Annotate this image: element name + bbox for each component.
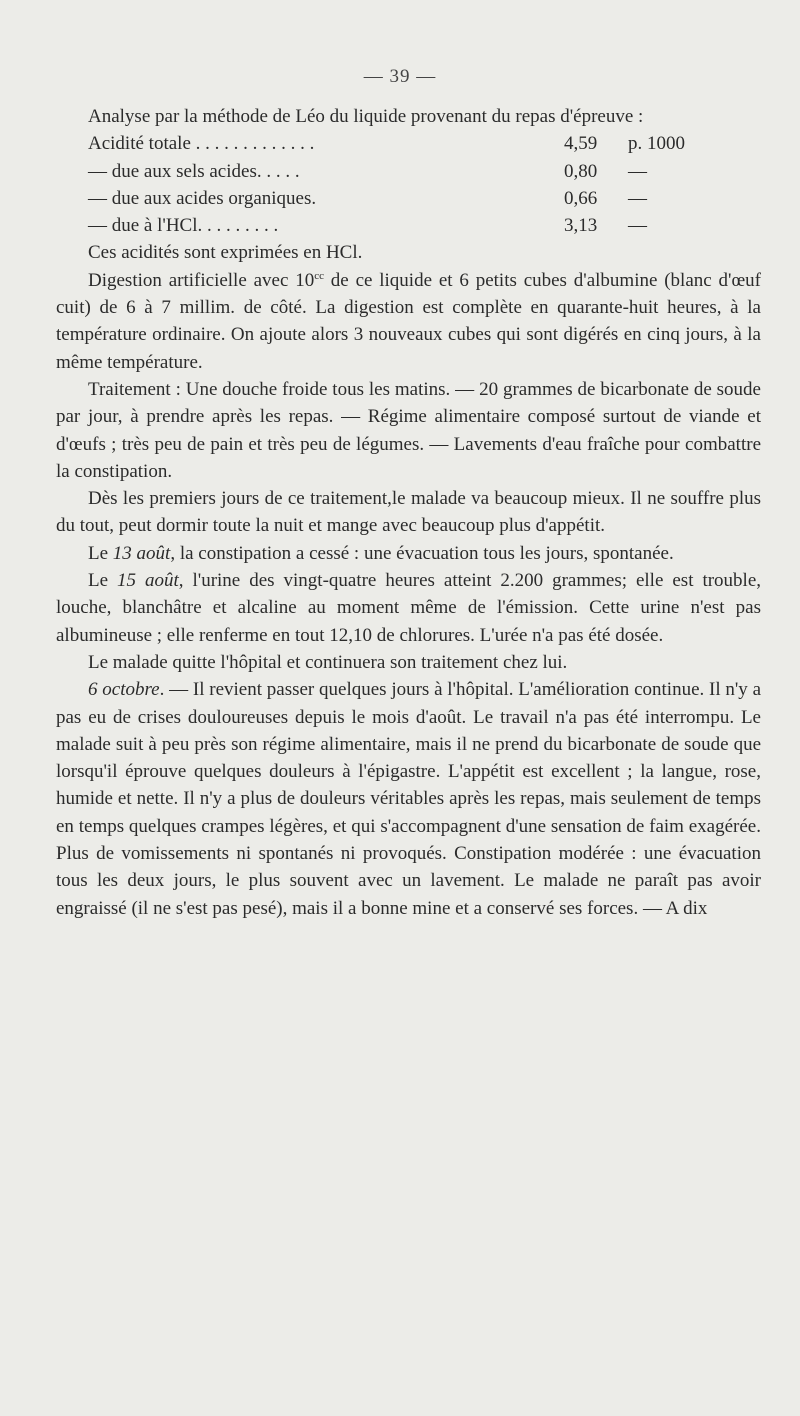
intro-paragraph: Analyse par la méthode de Léo du liquide provenant du repas d'épreuve : xyxy=(88,106,644,127)
unit-superscript: cc xyxy=(314,269,324,282)
acidity-row xyxy=(56,212,761,239)
date-aug-13: 13 août xyxy=(112,542,171,564)
paragraph-acidity-note: Ces acidités sont exprimées en HCl. xyxy=(88,242,363,264)
paragraph-treatment: Traitement : Une douche froide tous les matins. — 20 grammes de bicarbonate de soude par jour, à prendre après les repas. — Régime alimentaire composé surtout de viande et d'œufs ; très peu de pain et très peu de légumes. — Lavements d'eau fraîche pour combattre la constipation. xyxy=(56,378,761,482)
acidity-value: 4,59 xyxy=(564,133,598,155)
acidity-label: — due aux sels acides. . . . . xyxy=(88,160,300,182)
paragraph-oct-6 xyxy=(56,676,761,922)
paragraph-aug-15: Le 15 août, l'urine des vingt-quatre heures atteint 2.200 grammes; elle est trouble, louche, blanchâtre et alcaline au moment même de l'émission. Cette urine n'est pas albumineuse ; elle renferme en tout 12,10 de chlorures. L'urée n'a pas été dosée. xyxy=(56,570,762,646)
acidity-unit: — xyxy=(628,160,647,182)
date-aug-15: 15 août xyxy=(117,570,179,592)
acidity-label: Acidité totale . . . . . . . . . . . . . xyxy=(88,133,315,155)
acidity-label: — due à l'HCl. . . . . . . . . xyxy=(88,215,279,237)
acidity-row xyxy=(56,130,761,157)
acidity-unit: — xyxy=(628,187,647,209)
acidity-value: 3,13 xyxy=(564,215,598,237)
aug-15-text: , l'urine des vingt-quatre heures atteint 2.200 grammes; elle est trouble, louche, blanchâtre et alcaline au moment même de l'émission. Cette urine n'est pas albumineuse ; elle renferme en tout 12,10 de chlorures. L'urée n'a pas été dosée. xyxy=(56,570,762,646)
paragraph-aug-13: Le 13 août, la constipation a cessé : une évacuation tous les jours, spontanée. xyxy=(88,542,674,564)
digestion-text-start: Digestion artificielle avec 10 xyxy=(88,269,315,291)
acidity-value: 0,80 xyxy=(564,160,598,182)
paragraph-improvement: Dès les premiers jours de ce traitement,le malade va beaucoup mieux. Il ne souffre plus du tout, peut dormir toute la nuit et mange avec beaucoup plus d'appétit. xyxy=(56,488,761,537)
body-text xyxy=(56,103,761,922)
acidity-table xyxy=(56,130,761,239)
paragraph-digestion xyxy=(56,267,761,376)
acidity-label: — due aux acides organiques. xyxy=(88,187,317,209)
digestion-text-end: de ce liquide et 6 petits cubes d'albumine (blanc d'œuf cuit) de 6 à 7 millim. de côté. La digestion est complète en quarante-huit heures, à la température ordinaire. On ajoute alors 3 nouveaux cubes qui sont digérés en cinq jours, à la même température. xyxy=(56,269,761,373)
acidity-unit: — xyxy=(628,215,647,237)
page-number: — 39 — xyxy=(363,66,437,87)
date-oct-6: 6 octobre xyxy=(88,679,160,701)
paragraph-discharge: Le malade quitte l'hôpital et continuera son traitement chez lui. xyxy=(88,651,568,673)
aug-13-text: , la constipation a cessé : une évacuation tous les jours, spontanée. xyxy=(170,542,674,564)
acidity-value: 0,66 xyxy=(564,187,598,209)
acidity-unit: p. 1000 xyxy=(628,133,685,155)
oct-6-text: . — Il revient passer quelques jours à l'hôpital. L'amélioration continue. Il n'y a pas eu de crises douloureuses depuis le mois d'août. Le travail n'a pas été interrompu. Le malade suit à peu près son régime alimentaire, mais il ne prend du bicarbonate de soude que lorsqu'il éprouve quelques douleurs à l'épigastre. L'appétit est excellent ; la langue, rose, humide et nette. Il n'y a plus de douleurs véritables après les repas, mais seulement de temps en temps quelques crampes légères, et qui s'accompagnent d'une sensation de faim exagérée. Plus de vomissements ni spontanés ni provoqués. Constipation modérée : une évacuation tous les deux jours, le plus souvent avec un lavement. Le malade ne paraît pas avoir engraissé (il ne s'est pas pesé), mais il a bonne mine et a conservé ses forces. — A dix xyxy=(56,679,762,919)
acidity-row xyxy=(56,185,761,212)
acidity-row xyxy=(56,158,761,185)
